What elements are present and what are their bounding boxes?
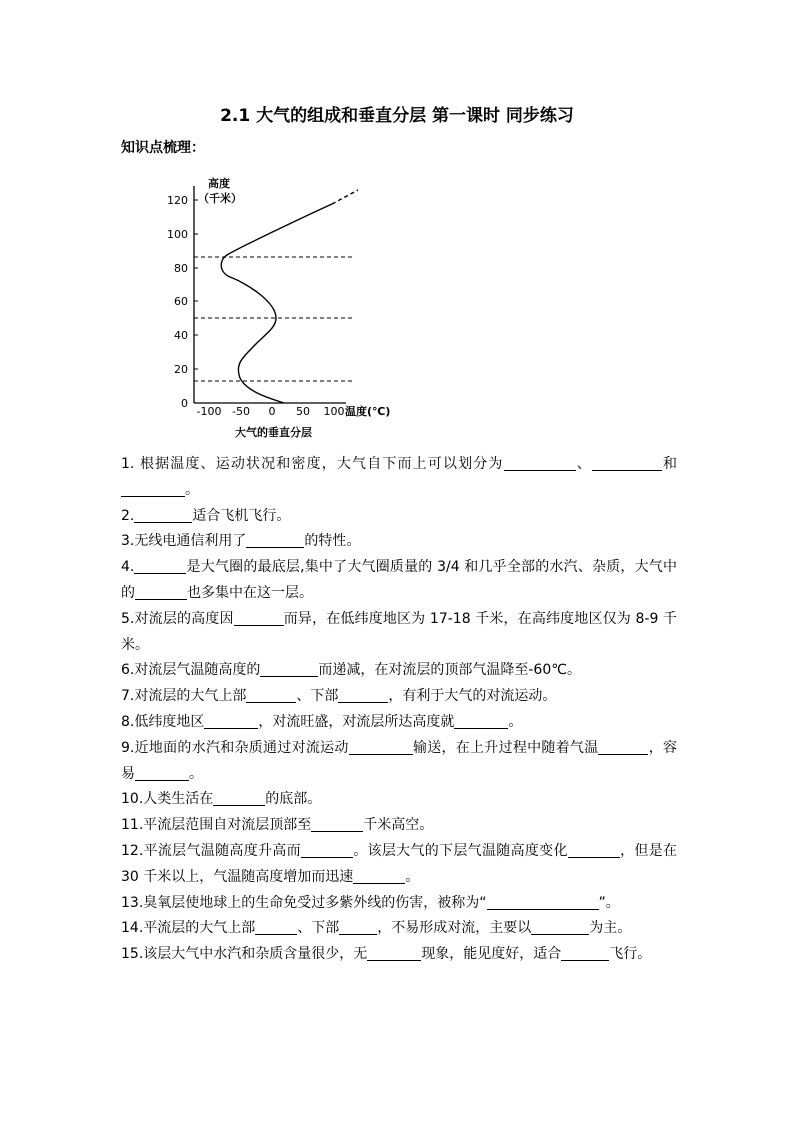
answer-blank[interactable] <box>598 737 648 755</box>
question-text: 15.该层大气中水汽和杂质含量很少，无 <box>121 946 368 963</box>
answer-blank[interactable] <box>531 917 589 935</box>
answer-blank[interactable] <box>204 711 258 729</box>
answer-blank[interactable] <box>234 608 284 626</box>
question-item <box>121 710 677 736</box>
question-text: 和 <box>661 456 678 472</box>
question-item <box>121 813 677 839</box>
question-text: 8.低纬度地区 <box>121 713 205 730</box>
question-text: ，但是在 30 千米以上，气温随高度增加而迅速 <box>121 842 678 885</box>
y-axis-label-unit: （千米） <box>198 192 242 205</box>
question-text: ”。 <box>598 894 620 911</box>
question-item <box>121 839 677 891</box>
x-axis-label: 温度(℃) <box>345 405 391 418</box>
question-item <box>121 684 677 710</box>
answer-blank[interactable] <box>121 479 185 497</box>
answer-blank[interactable] <box>135 763 189 781</box>
question-text: 也多集中在这一层。 <box>187 584 313 601</box>
question-text: ，有利于大气的对流运动。 <box>388 688 557 705</box>
question-text: 10.人类生活在 <box>121 791 214 808</box>
question-text: 的底部。 <box>265 791 322 808</box>
question-text: 11.平流层范围自对流层顶部至 <box>121 817 312 834</box>
answer-blank[interactable] <box>246 530 304 548</box>
question-text: 9.近地面的水汽和杂质通过对流运动 <box>121 739 349 756</box>
x-tick-100: 100 <box>323 405 345 418</box>
answer-blank[interactable] <box>134 505 192 523</box>
x-tick-0: 0 <box>268 405 276 418</box>
figure-caption: 大气的垂直分层 <box>235 426 312 439</box>
answer-blank[interactable] <box>349 737 413 755</box>
y-tick-80: 80 <box>174 262 188 275</box>
question-text: 14.平流层的大气上部 <box>121 920 256 937</box>
question-item <box>121 658 677 684</box>
answer-blank[interactable] <box>260 659 318 677</box>
question-text: 现象，能见度好，适合 <box>421 946 562 963</box>
layer-boundaries <box>194 257 354 381</box>
y-axis-label-height: 高度 <box>208 177 230 190</box>
answer-blank[interactable] <box>301 840 353 858</box>
question-item <box>121 529 677 555</box>
question-item <box>121 787 677 813</box>
question-text: 。 <box>189 765 203 782</box>
question-text: 。 <box>508 713 523 730</box>
answer-blank[interactable] <box>134 556 186 574</box>
page-title: 2.1 大气的组成和垂直分层 第一课时 同步练习 <box>220 106 574 126</box>
question-text: 而递减，在对流层的顶部气温降至-60℃。 <box>318 662 581 679</box>
question-text: 4. <box>121 559 135 576</box>
question-text: ，容易 <box>121 739 678 782</box>
answer-blank[interactable] <box>353 866 405 884</box>
y-tick-0: 0 <box>181 397 188 410</box>
question-text: 3.无线电通信利用了 <box>121 533 247 550</box>
answer-blank[interactable] <box>454 711 508 729</box>
answer-blank[interactable] <box>255 917 297 935</box>
answer-blank[interactable] <box>568 840 620 858</box>
question-text: 是大气圈的最底层,集中了大气圈质量的 3/4 和几乎全部的水汽、杂质，大气中的 <box>121 559 677 601</box>
section-heading: 知识点梳理： <box>121 140 205 156</box>
answer-blank[interactable] <box>213 788 265 806</box>
question-text: 适合飞机飞行。 <box>192 507 291 524</box>
question-text: 5.对流层的高度因 <box>121 610 234 627</box>
answer-blank[interactable] <box>339 917 377 935</box>
question-text: 。 <box>185 481 199 498</box>
x-tick-50: 50 <box>296 405 310 418</box>
x-tick-minus-50: -50 <box>232 405 250 418</box>
question-text: 13.臭氧层使地球上的生命免受过多紫外线的伤害，被称为“ <box>121 894 487 911</box>
question-text: ，不易形成对流，主要以 <box>377 920 532 937</box>
y-tick-40: 40 <box>174 329 188 342</box>
answer-blank[interactable] <box>504 453 576 471</box>
question-item <box>121 916 677 942</box>
question-item <box>121 607 677 659</box>
answer-blank[interactable] <box>367 943 421 961</box>
question-text: 的特性。 <box>304 533 361 550</box>
answer-blank[interactable] <box>246 685 296 703</box>
question-text: 、下部 <box>297 920 340 937</box>
question-text: 1. 根据温度、运动状况和密度，大气自下而上可以划分为 <box>121 456 504 472</box>
question-item <box>121 504 677 530</box>
question-text: 12.平流层气温随高度升高而 <box>121 842 301 859</box>
question-item <box>121 891 677 917</box>
answer-blank[interactable] <box>135 582 187 600</box>
question-text: 。 <box>405 868 420 885</box>
temperature-curve-dashed-extension <box>332 190 358 204</box>
question-text: 、 <box>575 456 592 472</box>
atmosphere-vertical-layers-figure <box>160 172 400 447</box>
x-tick-minus-100: -100 <box>196 405 222 418</box>
question-text: 6.对流层气温随高度的 <box>121 662 261 679</box>
y-tick-60: 60 <box>174 295 188 308</box>
answer-blank[interactable] <box>561 943 609 961</box>
question-text: 7.对流层的大气上部 <box>121 688 247 705</box>
question-text: 千米高空。 <box>363 817 434 834</box>
question-text: 输送，在上升过程中随着气温 <box>412 739 599 756</box>
question-text: 飞行。 <box>609 946 652 963</box>
answer-blank[interactable] <box>311 814 363 832</box>
question-item <box>121 555 677 607</box>
question-item <box>121 736 677 788</box>
answer-blank[interactable] <box>487 892 599 910</box>
answer-blank[interactable] <box>338 685 388 703</box>
question-text: 为主。 <box>589 920 632 937</box>
question-item <box>121 942 677 968</box>
question-text: 2. <box>121 507 135 524</box>
y-tick-120: 120 <box>167 194 188 207</box>
question-text: 而异，在低纬度地区为 17-18 千米，在高纬度地区仅为 8-9 千米。 <box>121 610 677 653</box>
temperature-curve <box>221 204 332 403</box>
x-tick-labels <box>197 405 345 418</box>
y-tick-100: 100 <box>167 228 188 241</box>
question-list <box>121 452 677 968</box>
y-tick-20: 20 <box>174 363 188 376</box>
y-tick-labels <box>167 194 188 410</box>
question-item <box>121 452 677 504</box>
question-text: 、下部 <box>296 688 339 705</box>
answer-blank[interactable] <box>592 453 662 471</box>
question-text: 。该层大气的下层气温随高度变化 <box>352 842 568 859</box>
question-text: ，对流旺盛，对流层所达高度就 <box>258 713 455 730</box>
